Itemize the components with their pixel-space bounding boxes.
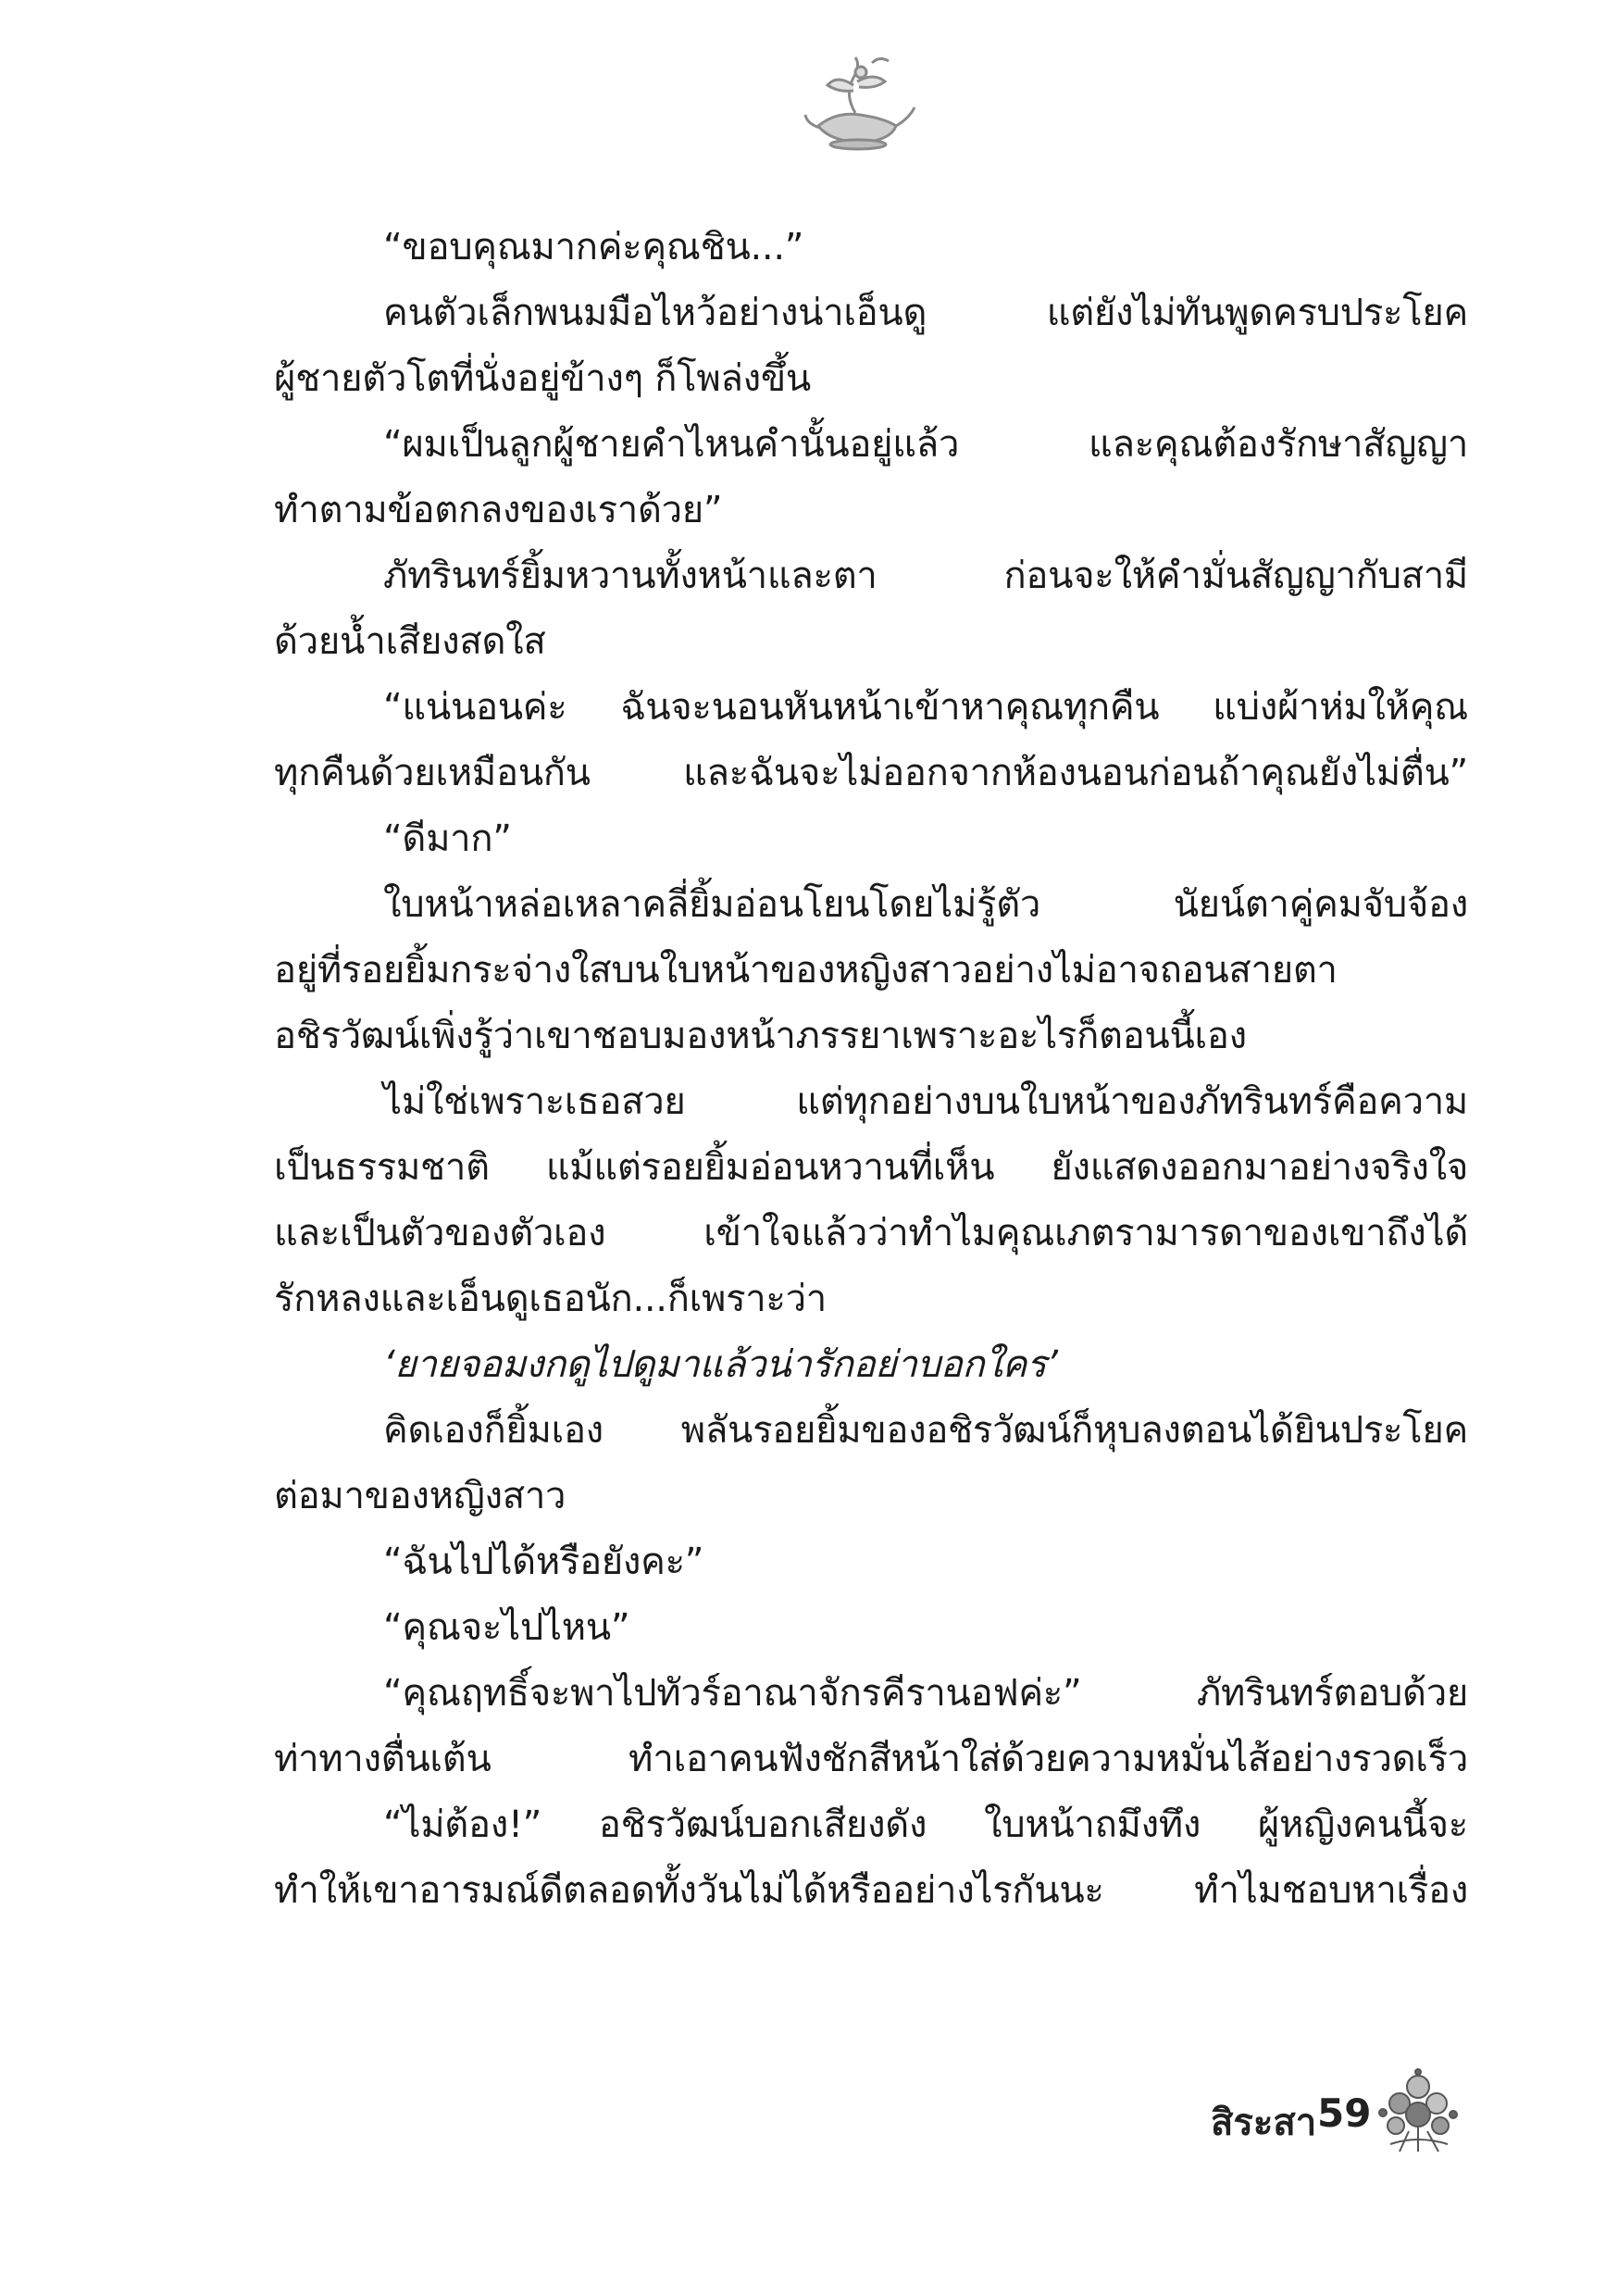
footer-author: สิระสา [1211,2102,1317,2144]
text-line: ‘ยายจอมงกดูไปดูมาแล้วน่ารักอย่าบอกใคร’ [383,1343,1058,1386]
text-line: ใบหน้าหล่อเหลาคลี่ยิ้มอ่อนโยนโดยไม่รู้ตัว นัยน์ตาคู่คมจับจ้อง [383,883,1468,926]
text-line: และเป็นตัวของตัวเอง เข้าใจแล้วว่าทำไมคุณเภตรามารดาของเขาถึงได้ [274,1212,1468,1254]
text-line: “ขอบคุณมากค่ะคุณชิน...” [383,226,804,268]
text-line: อยู่ที่รอยยิ้มกระจ่างใสบนใบหน้าของหญิงสาวอย่างไม่อาจถอนสายตา [274,949,1338,992]
text-line: เป็นธรรมชาติ แม้แต่รอยยิ้มอ่อนหวานที่เห็น ยังแสดงออกมาอย่างจริงใจ [274,1146,1468,1189]
body-text [274,215,1468,1924]
flower-bouquet-icon [1372,2066,1464,2159]
text-line: ผู้ชายตัวโตที่นั่งอยู่ข้างๆ ก็โพล่งขึ้น [274,357,811,400]
text-line: ท่าทางตื่นเต้น ทำเอาคนฟังชักสีหน้าใส่ด้วยความหมั่นไส้อย่างรวดเร็ว [274,1738,1468,1780]
text-line: ทำให้เขาอารมณ์ดีตลอดทั้งวันไม่ได้หรืออย่างไรกันนะ ทำไมชอบหาเรื่อง [274,1869,1468,1912]
text-line: ภัทรินทร์ยิ้มหวานทั้งหน้าและตา ก่อนจะให้คำมั่นสัญญากับสามี [383,555,1468,597]
text-line: “ไม่ต้อง!” อชิรวัฒน์บอกเสียงดัง ใบหน้าถมึงทึง ผู้หญิงคนนี้จะ [383,1803,1468,1846]
text-line: ทำตามข้อตกลงของเราด้วย” [274,489,723,531]
text-line: รักหลงและเอ็นดูเธอนัก...ก็เพราะว่า [274,1278,827,1320]
text-line: คนตัวเล็กพนมมือไหว้อย่างน่าเอ็นดู แต่ยังไม่ทันพูดครบประโยค [383,292,1468,334]
text-line: “ดีมาก” [383,817,512,860]
text-line: “ฉันไปได้หรือยังคะ” [383,1541,704,1583]
text-line: “ผมเป็นลูกผู้ชายคำไหนคำนั้นอยู่แล้ว และคุณต้องรักษาสัญญา [383,423,1468,466]
text-line: “คุณจะไปไหน” [383,1606,630,1649]
text-line: “แน่นอนค่ะ ฉันจะนอนหันหน้าเข้าหาคุณทุกคืน แบ่งผ้าห่มให้คุณ [383,686,1468,729]
text-line: ด้วยน้ำเสียงสดใส [274,620,546,663]
text-line: อชิรวัฒน์เพิ่งรู้ว่าเขาชอบมองหน้าภรรยาเพราะอะไรก็ตอนนี้เอง [274,1015,1247,1057]
text-line: ทุกคืนด้วยเหมือนกัน และฉันจะไม่ออกจากห้องนอนก่อนถ้าคุณยังไม่ตื่น” [274,752,1468,794]
text-line: “คุณฤทธิ์จะพาไปทัวร์อาณาจักรคีรานอฟค่ะ” ภัทรินทร์ตอบด้วย [383,1672,1468,1715]
text-line: คิดเองก็ยิ้มเอง พลันรอยยิ้มของอชิรวัฒน์ก็หุบลงตอนได้ยินประโยค [383,1409,1468,1452]
teapot-fairy-icon [800,54,920,156]
text-line: ต่อมาของหญิงสาว [274,1475,566,1517]
page-number: 59 [1317,2090,1372,2136]
text-line: ไม่ใช่เพราะเธอสวย แต่ทุกอย่างบนใบหน้าของภัทรินทร์คือความ [383,1080,1468,1123]
